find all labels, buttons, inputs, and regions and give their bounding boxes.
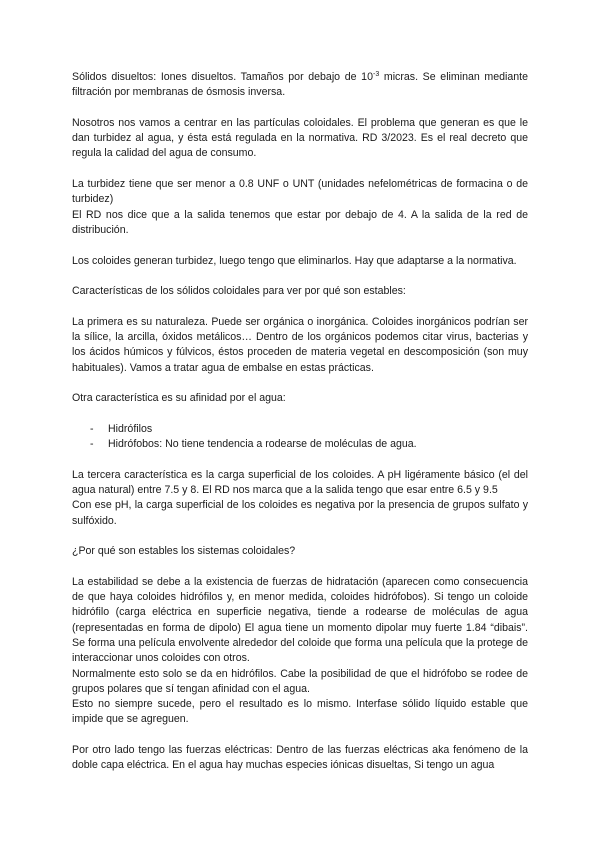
- turbidez-limite: La turbidez tiene que ser menor a 0.8 UNF o UNT (unidades nefelométricas de formacina o de turbidez): [72, 178, 528, 206]
- paragraph-pregunta-estabilidad: ¿Por qué son estables los sistemas coloidales?: [72, 545, 296, 558]
- hidrofilos-nota: Normalmente esto solo se da en hidrófilos. Cabe la posibilidad de que el hidrófobo se rodee de grupos polares que sí tengan afinidad con el agua.: [72, 667, 528, 695]
- paragraph-estabilidad: [72, 575, 528, 728]
- carga-negativa: Con ese pH, la carga superficial de los coloides es negativa por la presencia de grupos sulfato y sulfóxido.: [72, 499, 528, 527]
- list-item: - Hidrófobos: No tiene tendencia a rodearse de moléculas de agua.: [90, 438, 417, 451]
- paragraph-carga-superficial: [72, 468, 528, 529]
- fuerzas-hidratacion: La estabilidad se debe a la existencia de fuerzas de hidratación (aparecen como consecuencia de que haya coloides hidrófilos y, en menor medida, coloides hidrófobos). Si tengo un coloide hidrófilo (carga eléctrica en superficie negativa, tiende a rodearse de moléculas de agua (representadas en forma de dipolo) El agua tiene un momento dipolar muy fuerte 1.84 “dibais”. Se forma una película envolvente alrededor del coloide que forma una película que la protege de interaccionar unos coloides con otros.: [72, 575, 528, 665]
- paragraph-fuerzas-electricas: Por otro lado tengo las fuerzas eléctricas: Dentro de las fuerzas eléctricas aka fenómeno de la doble capa eléctrica. En el agua hay muchas especies iónicas disueltas, Si tengo un agua: [72, 744, 528, 772]
- paragraph-solidos-disueltos: Sólidos disueltos: Iones disueltos. Tamaños por debajo de $10^{-3}$ micras. Se eliminan mediante filtración por membranas de ósmosis inversa.: [72, 71, 529, 99]
- paragraph-particulas-coloidales: Nosotros nos vamos a centrar en las partículas coloidales. El problema que generan es que le dan turbidez al agua, y ésta está regulada en la normativa. RD 3/2023. Es el real decreto que regula la calidad del agua de consumo.: [72, 116, 528, 160]
- ph-rango: La tercera característica es la carga superficial de los coloides. A pH ligéramente básico (el del agua natural) entre 7.5 y 8. El RD nos marca que a la salida tengo que esar entre 6.5 y 9.5: [72, 468, 528, 497]
- list-item: - Hidrófilos: [90, 422, 153, 435]
- paragraph-turbidez: [72, 177, 528, 238]
- paragraph-afinidad: Otra característica es su afinidad por el agua:: [72, 392, 286, 405]
- paragraph-coloides-turbidez: Los coloides generan turbidez, luego tengo que eliminarlos. Hay que adaptarse a la normativa.: [72, 254, 517, 267]
- exponent: -3: [372, 71, 380, 78]
- afinidad-list: [72, 422, 528, 453]
- interfase-nota: Esto no siempre sucede, pero el resultado es lo mismo. Interfase sólido líquido estable que impide que se agreguen.: [72, 698, 528, 726]
- rd-salida: El RD nos dice que a la salida tenemos que estar por debajo de 4. A la salida de la red de distribución.: [72, 208, 528, 236]
- paragraph-caracteristicas-intro: Características de los sólidos coloidales para ver por qué son estables:: [72, 285, 406, 298]
- paragraph-naturaleza: La primera es su naturaleza. Puede ser orgánica o inorgánica. Coloides inorgánicos podrían ser la sílice, la arcilla, óxidos metálicos… Dentro de los orgánicos podemos citar virus, bacterias y los ácidos húmicos y fúlvicos, éstos proceden de materia vegetal en descomposición (son muy habituales). Vamos a tratar agua de embalse en estas prácticas.: [72, 315, 528, 374]
